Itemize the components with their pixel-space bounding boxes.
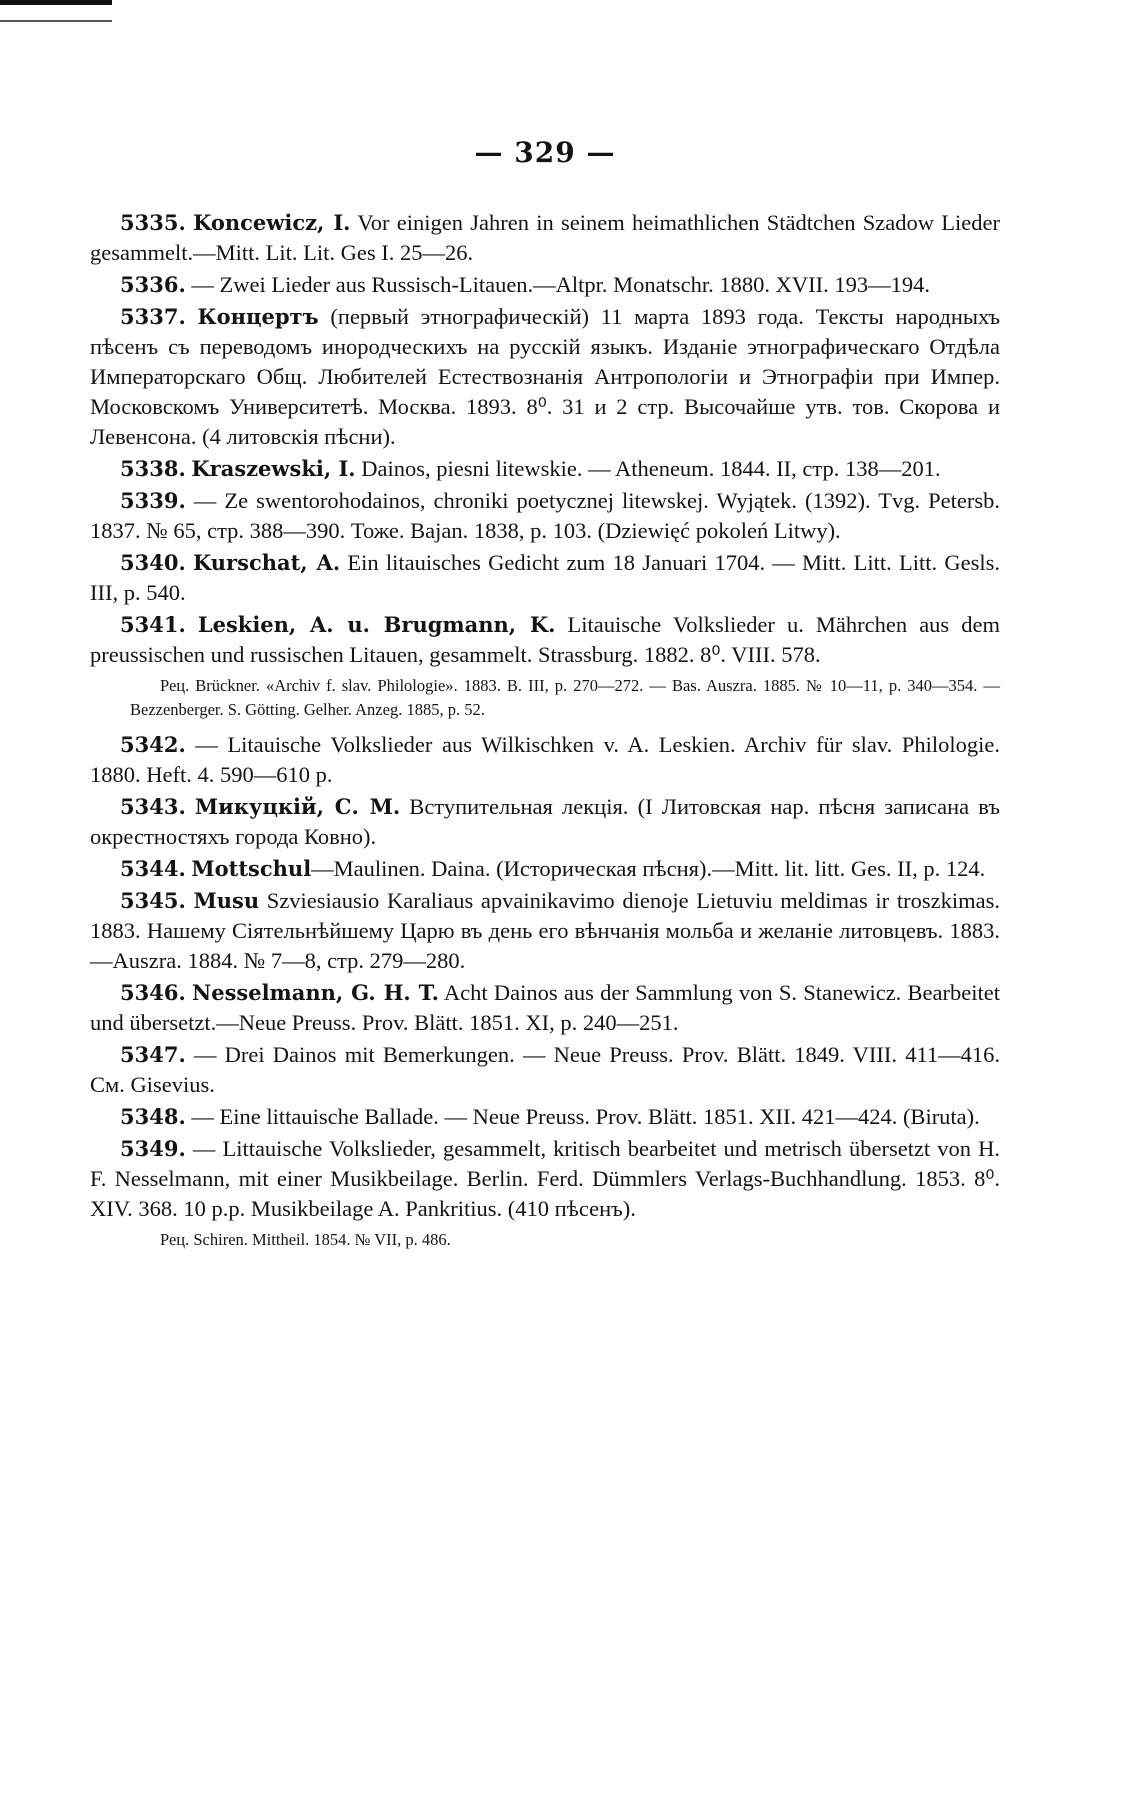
entry-text: Dainos, piesni litewskie. — Atheneum. 1844. II, стр. 138—201. <box>355 456 941 481</box>
bibliography-entry <box>90 1040 1000 1100</box>
entry-number: 5338. <box>120 456 186 481</box>
entry-number: 5349. <box>120 1136 186 1161</box>
entry-number: 5344. <box>120 856 186 881</box>
entry-text: — Ze swentorohodainos, chroniki poetycznej litewskej. Wyjątek. (1392). Tvg. Petersb. 1837. № 65, стр. 388—390. Тоже. Bajan. 1838, p. 103. (Dziewięć pokoleń Litwy). <box>90 488 1000 543</box>
bibliography-entry <box>90 548 1000 608</box>
bibliography-entry <box>90 454 1000 484</box>
bibliography-entry <box>90 270 1000 300</box>
bibliography-entry <box>90 208 1000 268</box>
entry-number: 5345. <box>120 888 186 913</box>
bibliography-entry <box>90 854 1000 884</box>
entry-number: 5348. <box>120 1104 186 1129</box>
document-page <box>90 0 1000 1802</box>
entry-text: — Drei Dainos mit Bemerkungen. — Neue Preuss. Prov. Blätt. 1849. VIII. 411—416. См. Gisevius. <box>90 1042 1000 1097</box>
entry-author: Kurschat, A. <box>193 550 341 575</box>
bibliography-entry <box>90 1102 1000 1132</box>
entry-review-note: Рец. Schiren. Mittheil. 1854. № VII, p. 486. <box>160 1230 451 1249</box>
entry-text: Ein litauisches Gedicht zum 18 Januari 1704. — Mitt. Litt. Litt. Gesls. III, p. 540. <box>90 550 1000 605</box>
entry-number: 5346. <box>120 980 186 1005</box>
bibliography-entry <box>90 792 1000 852</box>
entry-text: Acht Dainos aus der Sammlung von S. Stanewicz. Bearbeitet und übersetzt.—Neue Preuss. Prov. Blätt. 1851. XI, p. 240—251. <box>90 980 1001 1035</box>
entry-number: 5336. <box>120 272 186 297</box>
entry-text: —Maulinen. Daina. (Историческая пѣсня).—Mitt. lit. litt. Ges. II, p. 124. <box>311 856 986 881</box>
entry-number: 5340. <box>120 550 186 575</box>
entry-review-note: Рец. Brückner. «Archiv f. slav. Philologie». 1883. B. III, p. 270—272. — Bas. Auszra. 1885. № 10—11, p. 340—354. — Bezzenberger. S. Götting. Gelher. Anzeg. 1885, p. 52. <box>130 676 1000 719</box>
entry-number: 5341. <box>120 612 186 637</box>
bibliography-entry <box>90 610 1000 670</box>
entry-author: Nesselmann, G. H. T. <box>192 980 439 1005</box>
entry-number: 5339. <box>120 488 186 513</box>
bibliography-entry <box>90 978 1000 1038</box>
entry-text: — Litauische Volkslieder aus Wilkischken v. A. Leskien. Archiv für slav. Philologie. 1880. Heft. 4. 590—610 p. <box>90 732 1000 787</box>
entry-author: Kraszewski, I. <box>191 456 356 481</box>
entry-author: Leskien, A. u. Brugmann, K. <box>197 612 556 637</box>
bibliography-entry <box>90 1134 1000 1224</box>
entry-text: — Littauische Volkslieder, gesammelt, kritisch bearbeitet und metrisch übersetzt von H. F. Nesselmann, mit einer Musikbeilage. Berlin. Ferd. Dümmlers Verlags-Buchhandlung. 1853. 8⁰. XIV. 368. 10 p.p. Musikbeilage A. Pankritius. (410 пѣсенъ). <box>90 1136 1000 1221</box>
entry-author: Koncewicz, I. <box>193 210 351 235</box>
entry-author: Концертъ <box>197 304 319 329</box>
entry-text: Вступительная лекція. (I Литовская нар. пѣсня записана въ окрестностяхъ города Ковно). <box>90 794 1000 849</box>
entry-author: Микуцкій, С. М. <box>194 794 401 819</box>
bibliography-entry <box>90 886 1000 976</box>
entry-text: — Eine littauische Ballade. — Neue Preuss. Prov. Blätt. 1851. XII. 421—424. (Biruta). <box>185 1104 980 1129</box>
entry-text: Szviesiausio Karaliaus apvainikavimo dienoje Lietuviu meldimas ir troszkimas. 1883. Нашему Сіятельнѣйшему Царю въ день его вѣнчанія мольба и желаніе литовцевъ. 1883.—Auszra. 1884. № 7—8, стр. 279—280. <box>90 888 1000 973</box>
bibliography-entry <box>90 730 1000 790</box>
entry-number: 5347. <box>120 1042 186 1067</box>
entry-text: (первый этнографическій) 11 марта 1893 года. Тексты народныхъ пѣсенъ съ переводомъ инородческихъ на русскій языкъ. Изданіе этнографическаго Отдѣла Императорскаго Общ. Любителей Естествознанія Антропологіи и Этнографіи при Импер. Московскомъ Университетѣ. Москва. 1893. 8⁰. 31 и 2 стр. Высочайше утв. тов. Скорова и Левенсона. (4 литовскія пѣсни). <box>90 304 1001 449</box>
entry-author: Mottschul <box>191 856 312 881</box>
entry-text: Litauische Volkslieder u. Mährchen aus dem preussischen und russischen Litauen, gesammelt. Strassburg. 1882. 8⁰. VIII. 578. <box>90 612 1000 667</box>
entry-text: Vor einigen Jahren in seinem heimathlichen Städtchen Szadow Lieder gesammelt.—Mitt. Lit. Lit. Ges I. 25—26. <box>90 210 1001 265</box>
entry-number: 5343. <box>120 794 186 819</box>
entry-number: 5337. <box>120 304 186 329</box>
entry-number: 5335. <box>120 210 186 235</box>
bibliography-list <box>90 208 1000 1260</box>
entry-author: Musu <box>193 888 260 913</box>
bibliography-entry <box>90 486 1000 546</box>
page-number: — 329 — <box>474 136 616 169</box>
entry-text: — Zwei Lieder aus Russisch-Litauen.—Altpr. Monatschr. 1880. XVII. 193—194. <box>185 272 931 297</box>
entry-number: 5342. <box>120 732 186 757</box>
bibliography-entry <box>90 302 1000 452</box>
